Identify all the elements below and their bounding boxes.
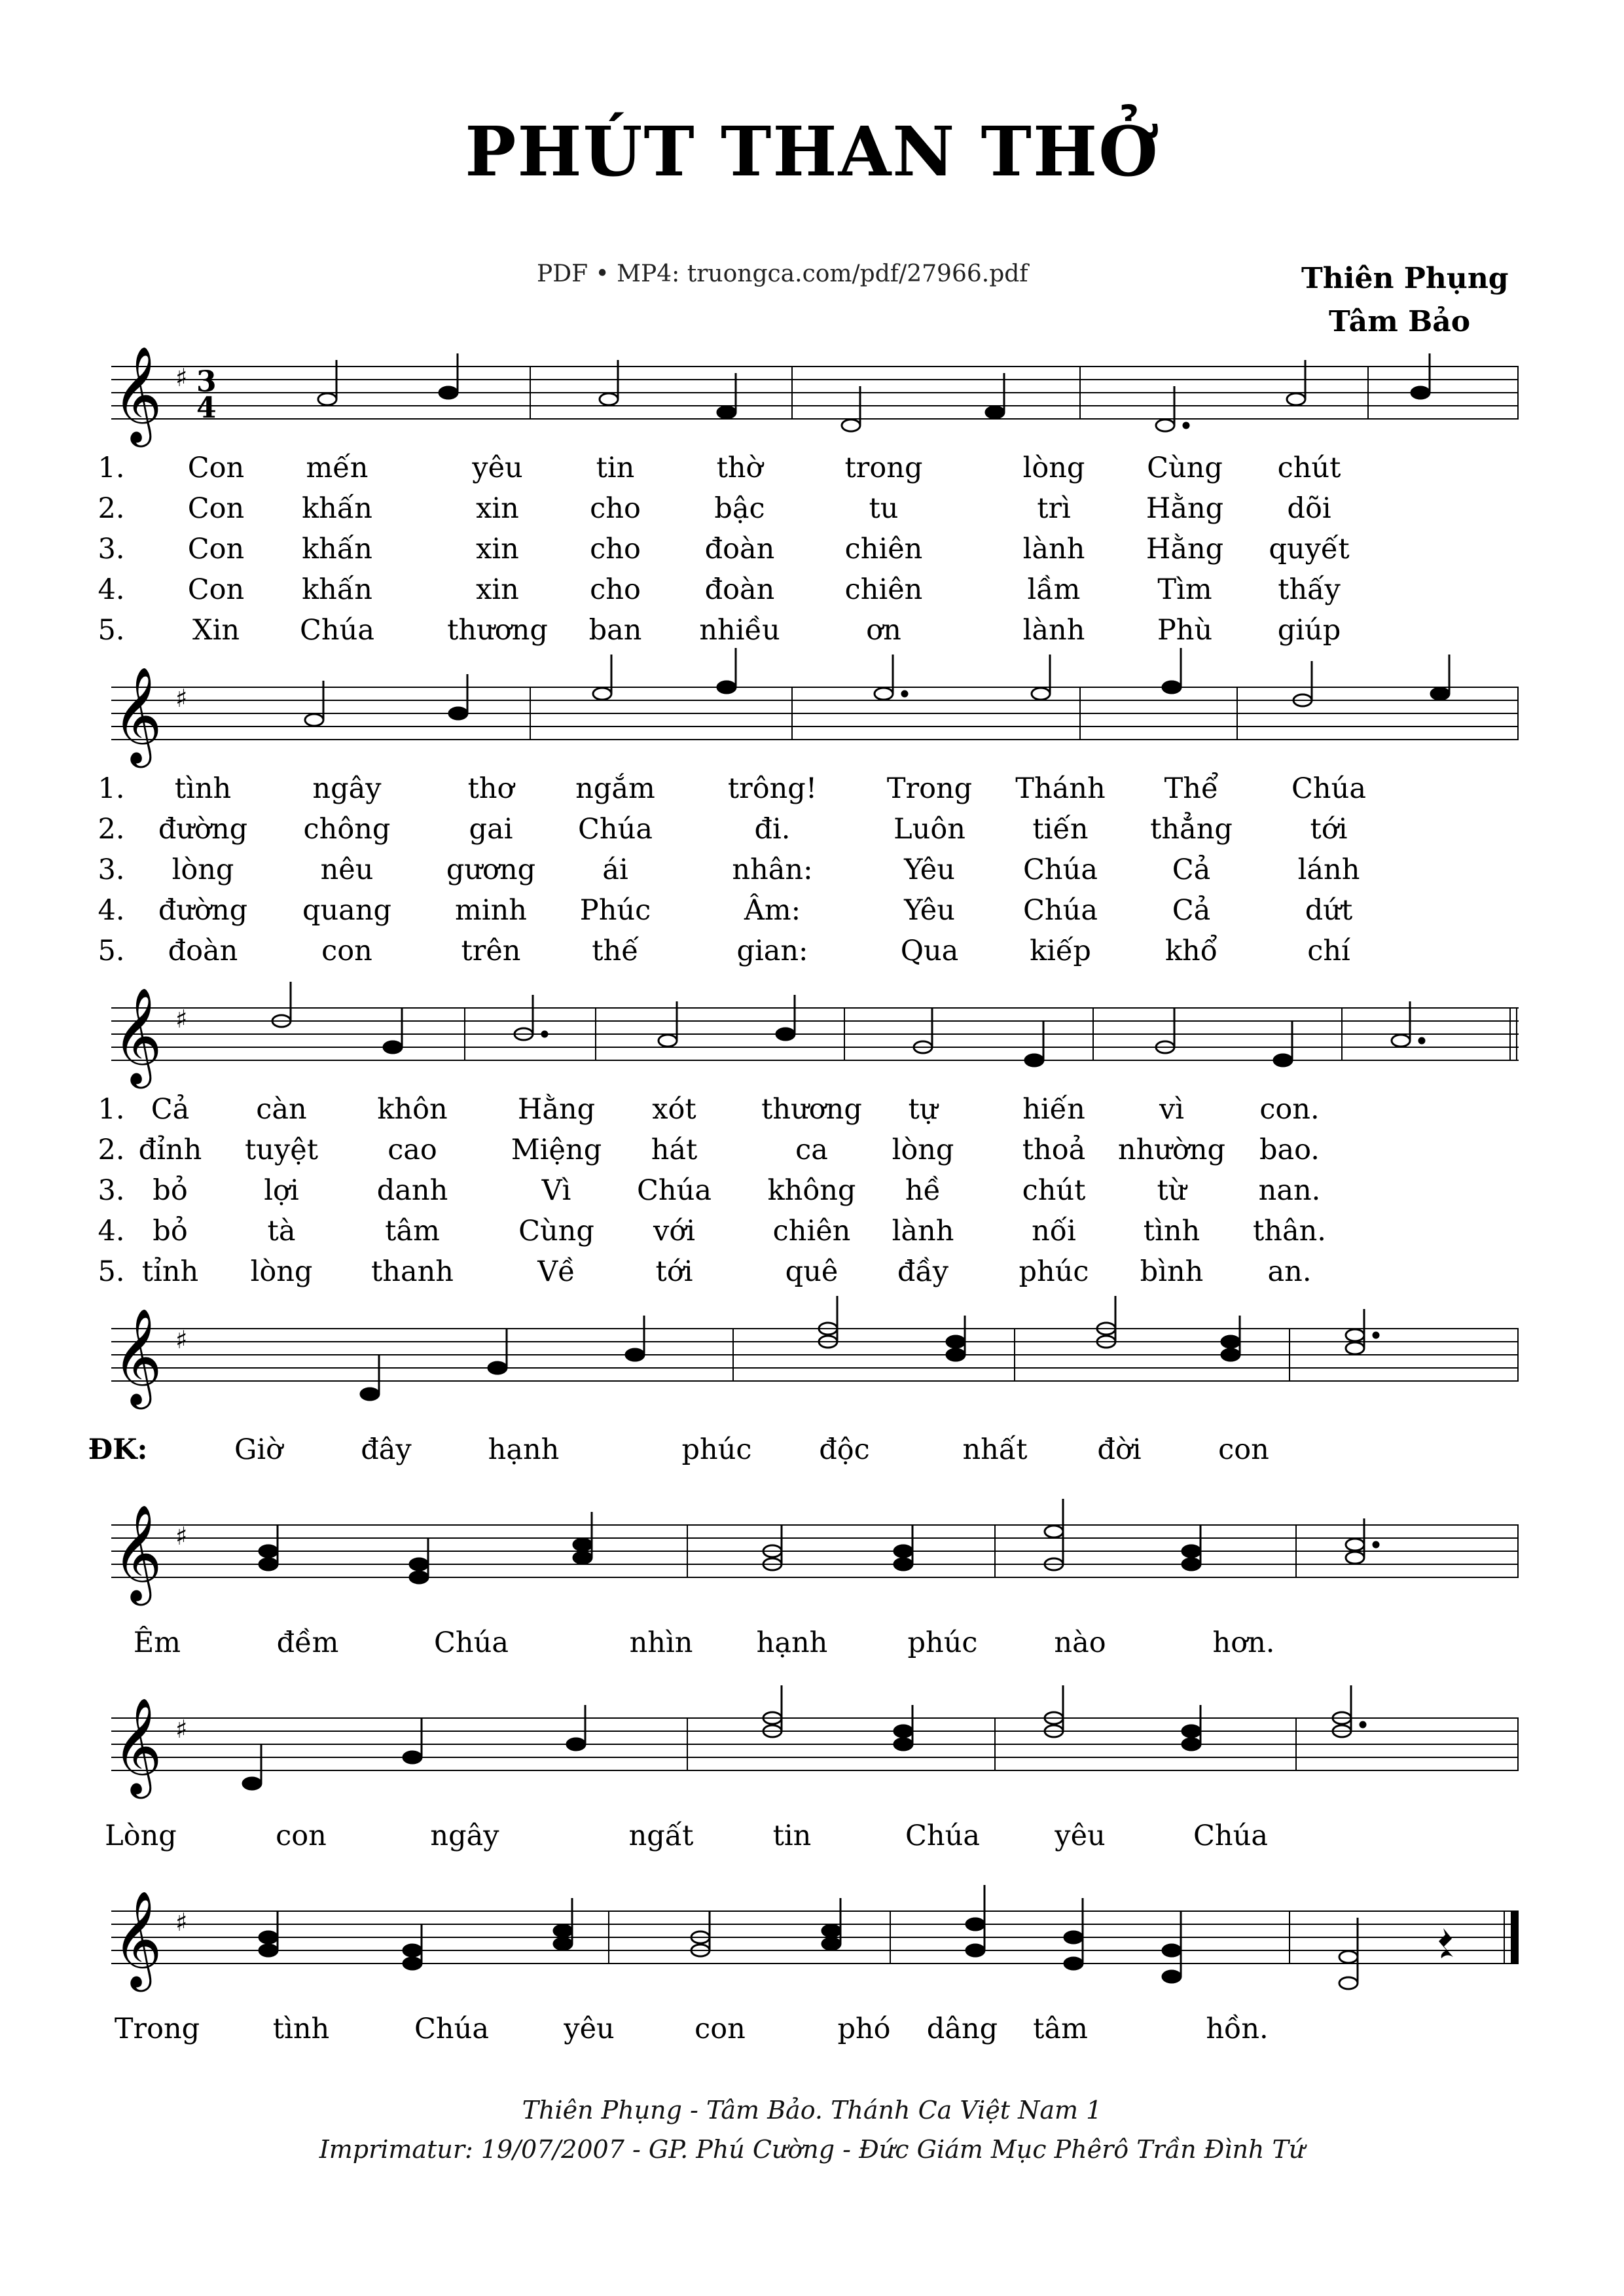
lyric: Chúa	[905, 1820, 980, 1852]
lyric: yêu	[472, 452, 523, 484]
lyric: ngắm	[575, 772, 655, 805]
lyric: nhân:	[732, 853, 813, 886]
lyric: đỉnh	[138, 1134, 202, 1166]
lyric: Chúa	[414, 2013, 489, 2045]
verse-number: 5.	[98, 1255, 125, 1288]
lyric: tới	[1310, 813, 1348, 846]
lyric: xin	[476, 573, 519, 606]
lyric: tình	[174, 772, 232, 805]
lyric: nào	[1054, 1626, 1106, 1659]
lyric: danh	[376, 1174, 448, 1207]
lyric: Yêu	[904, 853, 955, 886]
lyric: lòng	[171, 853, 234, 886]
lyric: con	[321, 935, 372, 967]
lyric: Hằng	[517, 1093, 596, 1126]
lyric: Chúa	[300, 614, 374, 647]
lyric: hồn.	[1206, 2013, 1269, 2045]
lyric: nhiều	[699, 614, 780, 647]
time-signature-bottom: 4	[196, 391, 217, 425]
lyric: chiên	[844, 533, 923, 565]
lyric: yêu	[564, 2013, 615, 2045]
lyric: Con	[187, 533, 245, 565]
lyrics-system-7-verse-1	[0, 2013, 1407, 2049]
verse-number: 2.	[98, 1134, 125, 1166]
lyric: hề	[905, 1174, 941, 1207]
treble-clef-icon: 𝄞	[113, 346, 162, 443]
key-signature-sharp: ♯	[175, 1522, 188, 1551]
key-signature-sharp: ♯	[175, 363, 188, 392]
lyric: hạnh	[756, 1626, 828, 1659]
lyric: Con	[187, 452, 245, 484]
lyric: mến	[306, 452, 369, 484]
composer: Thiên Phụng	[1301, 262, 1509, 295]
lyric: tâm	[385, 1215, 440, 1247]
lyric: xin	[476, 492, 519, 525]
lyric: khấn	[302, 573, 372, 606]
lyrics-system-2-verse-3	[0, 853, 1407, 890]
lyric: Cùng	[1147, 452, 1223, 484]
lyric: Cả	[1172, 853, 1211, 886]
treble-clef-icon: 𝄞	[113, 1890, 162, 1988]
staff-4-svg	[111, 1308, 1519, 1427]
lyric: gương	[446, 853, 536, 886]
lyric: ban	[588, 614, 642, 647]
lyrics-system-1-verse-4	[0, 573, 1407, 610]
lyric: Con	[187, 573, 245, 606]
lyric: cho	[590, 533, 641, 565]
lyric: Chúa	[434, 1626, 509, 1659]
lyrics-system-1-verse-5	[0, 614, 1407, 651]
verse-number: 5.	[98, 935, 125, 967]
key-signature-sharp: ♯	[175, 1908, 188, 1937]
lyric: phúc	[681, 1433, 752, 1466]
lyric: con	[276, 1820, 327, 1852]
lyric: Chúa	[1023, 894, 1098, 927]
verse-number: 4.	[98, 573, 125, 606]
lyric: hát	[651, 1134, 698, 1166]
treble-clef-icon: 𝄞	[113, 1504, 162, 1602]
lyric: nhường	[1117, 1134, 1226, 1166]
lyric: dâng	[926, 2013, 998, 2045]
lyric: gai	[469, 813, 513, 846]
lyric: thờ	[716, 452, 763, 484]
key-signature-sharp: ♯	[175, 1005, 188, 1033]
lyric: Chúa	[1023, 853, 1098, 886]
staff-5-svg	[111, 1504, 1519, 1623]
lyric: Phù	[1157, 614, 1213, 647]
lyric: đường	[158, 813, 248, 846]
lyric: tâm	[1033, 2013, 1088, 2045]
lyric: quyết	[1269, 533, 1350, 565]
lyricist: Tâm Bảo	[1329, 305, 1471, 338]
lyric: trông!	[727, 772, 818, 805]
lyric: đoàn	[704, 573, 775, 606]
lyric: hạnh	[488, 1433, 560, 1466]
lyric: Chúa	[637, 1174, 712, 1207]
lyric: cho	[590, 492, 641, 525]
lyrics-system-1-verse-3	[0, 533, 1407, 569]
lyric: Chúa	[578, 813, 653, 846]
lyric: Trong	[114, 2013, 200, 2045]
lyric: tỉnh	[141, 1255, 199, 1288]
lyric: Con	[187, 492, 245, 525]
lyric: trên	[461, 935, 521, 967]
lyric: thơ	[467, 772, 514, 805]
lyric: Phúc	[579, 894, 651, 927]
lyric: chông	[303, 813, 391, 846]
lyric: phúc	[1019, 1255, 1089, 1288]
key-signature-sharp: ♯	[175, 684, 188, 713]
lyric: Về	[537, 1255, 575, 1288]
lyric: tin	[596, 452, 635, 484]
verse-number: 4.	[98, 1215, 125, 1247]
lyric: trong	[844, 452, 923, 484]
lyric: dõi	[1287, 492, 1331, 525]
lyric: xót	[652, 1093, 696, 1126]
staff-system-4	[111, 1308, 1519, 1505]
lyric: vì	[1159, 1093, 1185, 1126]
lyric: đoàn	[168, 935, 238, 967]
lyric: tình	[1143, 1215, 1200, 1247]
lyric: với	[653, 1215, 695, 1247]
lyrics-system-1-verse-1	[0, 452, 1407, 488]
verse-number: 3.	[98, 533, 125, 565]
verse-number: 1.	[98, 1093, 125, 1126]
lyric: khấn	[302, 492, 372, 525]
treble-clef-icon: 𝄞	[113, 1308, 162, 1405]
lyric: khổ	[1164, 935, 1218, 967]
staff-system-7	[111, 1890, 1519, 2075]
lyric: Trong	[886, 772, 973, 805]
lyric: ngất	[628, 1820, 694, 1852]
lyric: Hằng	[1146, 533, 1224, 565]
verse-number: 3.	[98, 1174, 125, 1207]
lyric: thương	[447, 614, 548, 647]
lyric: lành	[1022, 614, 1085, 647]
lyric: tình	[272, 2013, 330, 2045]
lyric: an.	[1267, 1255, 1312, 1288]
lyric: bao.	[1259, 1134, 1320, 1166]
lyric: lành	[892, 1215, 954, 1247]
lyric: Cả	[1172, 894, 1211, 927]
lyric: chí	[1307, 935, 1350, 967]
lyric: chút	[1022, 1174, 1086, 1207]
lyric: đoàn	[704, 533, 775, 565]
source-link[interactable]: PDF • MP4: truongca.com/pdf/27966.pdf	[537, 260, 1028, 287]
final-barline	[1511, 1911, 1519, 1964]
lyric: Qua	[900, 935, 959, 967]
lyric: thân.	[1253, 1215, 1326, 1247]
lyric: quang	[302, 894, 392, 927]
lyrics-system-6-verse-1	[0, 1820, 1407, 1856]
lyric: thương	[761, 1093, 862, 1126]
lyric: Cả	[151, 1093, 190, 1126]
lyric: thoả	[1022, 1134, 1086, 1166]
lyrics-system-3-verse-5	[0, 1255, 1407, 1292]
lyric: lầm	[1027, 573, 1081, 606]
lyric: bình	[1140, 1255, 1204, 1288]
lyrics-system-1-verse-2	[0, 492, 1407, 529]
lyric: chiên	[844, 573, 923, 606]
lyric: lòng	[250, 1255, 313, 1288]
verse-number: 1.	[98, 452, 125, 484]
lyric: Hằng	[1146, 492, 1224, 525]
verse-number: 3.	[98, 853, 125, 886]
lyric: cho	[590, 573, 641, 606]
lyric: đường	[158, 894, 248, 927]
lyrics-system-2-verse-4	[0, 894, 1407, 931]
lyric: nhất	[962, 1433, 1028, 1466]
lyric: tới	[655, 1255, 693, 1288]
lyric: ca	[795, 1134, 828, 1166]
lyric: đời	[1097, 1433, 1142, 1466]
lyric: tin	[772, 1820, 812, 1852]
lyric: càn	[256, 1093, 307, 1126]
lyric: Xin	[192, 614, 240, 647]
staff-system-6	[111, 1697, 1519, 1882]
lyric: đi.	[754, 813, 791, 846]
lyric: nối	[1032, 1215, 1076, 1247]
lyric: tiến	[1032, 813, 1089, 846]
lyrics-system-2-verse-2	[0, 813, 1407, 850]
lyric: thẳng	[1150, 813, 1233, 846]
lyric: Giờ	[234, 1433, 283, 1466]
lyric: con	[695, 2013, 746, 2045]
lyric: phúc	[907, 1626, 978, 1659]
lyric: lành	[1022, 533, 1085, 565]
lyric: lánh	[1297, 853, 1360, 886]
lyric: độc	[819, 1433, 870, 1466]
lyric: thế	[592, 935, 639, 967]
lyric: ngây	[430, 1820, 499, 1852]
lyric: bậc	[714, 492, 765, 525]
verse-number: 2.	[98, 813, 125, 846]
staff-system-5	[111, 1504, 1519, 1689]
staff-lines	[111, 367, 1519, 419]
lyric: đềm	[276, 1626, 339, 1659]
lyric: chiên	[772, 1215, 851, 1247]
lyric: khôn	[377, 1093, 448, 1126]
quarter-rest-icon	[1439, 1928, 1453, 1958]
lyric: khấn	[302, 533, 372, 565]
lyric: Chúa	[1193, 1820, 1268, 1852]
lyric: thanh	[371, 1255, 454, 1288]
verse-number: 5.	[98, 614, 125, 647]
lyric: từ	[1157, 1174, 1187, 1207]
lyric: tuyệt	[245, 1134, 318, 1166]
refrain-label: ĐK:	[88, 1433, 148, 1466]
lyric: Lòng	[105, 1820, 177, 1852]
verse-number: 2.	[98, 492, 125, 525]
lyric: nêu	[320, 853, 374, 886]
treble-clef-icon: 𝄞	[113, 1697, 162, 1795]
lyric: giúp	[1277, 614, 1341, 647]
lyric: thấy	[1278, 573, 1341, 606]
lyric: con.	[1259, 1093, 1320, 1126]
lyric: kiếp	[1030, 935, 1091, 967]
lyric: Yêu	[904, 894, 955, 927]
lyric: Cùng	[518, 1215, 594, 1247]
treble-clef-icon: 𝄞	[113, 987, 162, 1085]
lyric: cao	[388, 1134, 437, 1166]
lyric: tự	[908, 1093, 938, 1126]
footer-credit: Thiên Phụng - Tâm Bảo. Thánh Ca Việt Nam 1	[522, 2096, 1102, 2125]
lyrics-system-5-verse-1	[0, 1626, 1407, 1663]
treble-clef-icon: 𝄞	[113, 666, 162, 764]
lyric: lòng	[892, 1134, 954, 1166]
lyric: gian:	[736, 935, 808, 967]
lyric: hiến	[1022, 1093, 1085, 1126]
key-signature-sharp: ♯	[175, 1715, 188, 1744]
lyric: Êm	[133, 1626, 181, 1659]
staff-7-svg	[111, 1890, 1519, 2009]
lyric: tu	[869, 492, 899, 525]
lyric: con	[1218, 1433, 1269, 1466]
lyric: ơn	[866, 614, 901, 647]
lyric: Vì	[541, 1174, 571, 1207]
lyric: Tìm	[1157, 573, 1212, 606]
lyric: chút	[1277, 452, 1341, 484]
song-title: PHÚT THAN THỞ	[465, 111, 1159, 192]
staff-2-svg	[111, 666, 1519, 785]
lyric: hơn.	[1212, 1626, 1275, 1659]
lyric: ái	[602, 853, 628, 886]
lyrics-system-3-verse-4	[0, 1215, 1407, 1251]
lyric: phó	[837, 2013, 891, 2045]
lyric: lợi	[264, 1174, 299, 1207]
lyric: dứt	[1305, 894, 1353, 927]
lyric: nan.	[1258, 1174, 1321, 1207]
lyric: quê	[785, 1255, 839, 1288]
lyric: bỏ	[153, 1174, 188, 1207]
footer-imprimatur: Imprimatur: 19/07/2007 - GP. Phú Cường - Đức Giám Mục Phêrô Trần Đình Tứ	[319, 2135, 1305, 2164]
lyric: không	[767, 1174, 856, 1207]
verse-number: 4.	[98, 894, 125, 927]
lyrics-system-2-verse-5	[0, 935, 1407, 971]
time-signature-top: 3	[196, 365, 217, 399]
key-signature-sharp: ♯	[175, 1325, 188, 1354]
lyric: Miệng	[511, 1134, 602, 1166]
lyric: đầy	[897, 1255, 949, 1288]
lyric: đây	[361, 1433, 412, 1466]
verse-number: 1.	[98, 772, 125, 805]
staff-3-svg	[111, 987, 1519, 1106]
lyrics-system-3-verse-2	[0, 1134, 1407, 1170]
staff-1-svg	[111, 346, 1519, 465]
lyric: Thánh	[1015, 772, 1106, 805]
lyric: Luôn	[893, 813, 965, 846]
lyric: Âm:	[744, 894, 801, 927]
lyric: Chúa	[1291, 772, 1366, 805]
lyrics-system-3-verse-3	[0, 1174, 1407, 1211]
lyric: nhìn	[629, 1626, 693, 1659]
lyric: lòng	[1022, 452, 1085, 484]
lyrics-system-2-verse-1	[0, 772, 1407, 809]
staff-6-svg	[111, 1697, 1519, 1816]
lyrics-system-4-verse-1	[0, 1433, 1407, 1470]
lyric: xin	[476, 533, 519, 565]
lyric: ngây	[312, 772, 382, 805]
lyrics-system-3-verse-1	[0, 1093, 1407, 1130]
lyric: trì	[1037, 492, 1071, 525]
lyric: tà	[267, 1215, 296, 1247]
lyric: Thể	[1164, 772, 1219, 805]
lyric: yêu	[1055, 1820, 1106, 1852]
lyric: minh	[455, 894, 527, 927]
lyric: bỏ	[153, 1215, 188, 1247]
